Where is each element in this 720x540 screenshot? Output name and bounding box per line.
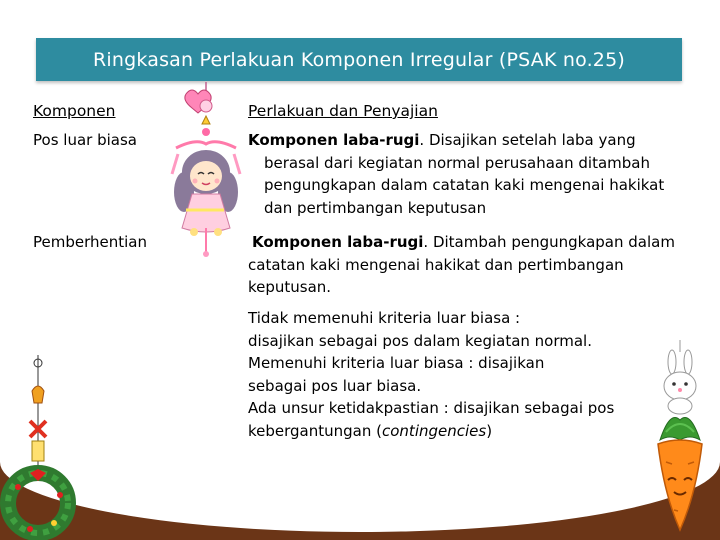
treatment2-bold: Komponen laba-rugi (252, 233, 424, 251)
christmas-wreath-icon (0, 355, 80, 540)
treatment2-text: . Ditambah pengungkapan dalam catatan kaki mengenai hakikat dan pertimbangan keputusan. (248, 233, 675, 297)
treatment1-bold: Komponen laba-rugi (248, 131, 420, 149)
criteria-line-6 (248, 420, 668, 443)
header-perlakuan: Perlakuan dan Penyajian (248, 102, 438, 120)
row-label-pemberhentian: Pemberhentian (33, 233, 147, 251)
row-label-pos-luar-biasa: Pos luar biasa (33, 131, 137, 149)
criteria-line-5: Ada unsur ketidakpastian : disajikan sebagai pos (248, 399, 615, 418)
title-bar (36, 38, 682, 81)
criteria-line-4: sebagai pos luar biasa. (248, 376, 422, 395)
treatment-criteria (248, 307, 668, 443)
bottom-decor-band (0, 462, 720, 540)
header-komponen: Komponen (33, 102, 116, 120)
criteria-line-6-suffix: ) (486, 421, 493, 440)
criteria-line-2: disajikan sebagai pos dalam kegiatan normal. (248, 331, 592, 350)
treatment-pos-luar-biasa (248, 129, 668, 219)
criteria-line-1: Tidak memenuhi kriteria luar biasa : (248, 309, 521, 327)
criteria-line-6-italic: contingencies (382, 421, 487, 440)
slide-title: Ringkasan Perlakuan Komponen Irregular (PSAK no.25) (92, 48, 626, 71)
doll-charm-icon (164, 82, 246, 260)
treatment1-text: . Disajikan setelah laba yang berasal dari kegiatan normal perusahaan ditambah pengungkapan dalam catatan kaki mengenai hakikat dan pertimbangan keputusan (264, 131, 665, 217)
treatment-pemberhentian (248, 231, 698, 299)
criteria-line-6-prefix: kebergantungan ( (248, 421, 382, 440)
criteria-line-3: Memenuhi kriteria luar biasa : disajikan (248, 354, 545, 373)
carrot-bunny-icon (640, 340, 720, 540)
